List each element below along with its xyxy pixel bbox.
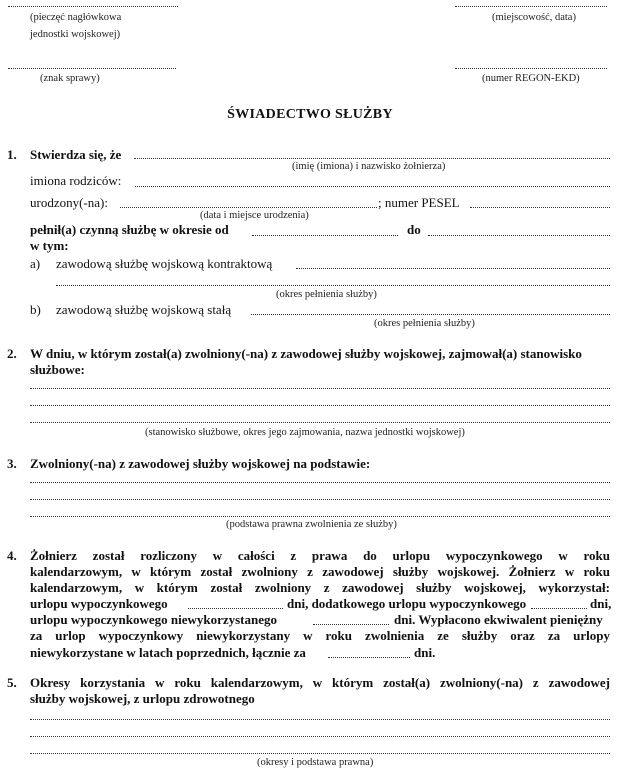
regon-caption: (numer REGON-EKD) bbox=[482, 73, 580, 84]
health-leave-field-1[interactable] bbox=[30, 719, 610, 720]
section4-line6: za urlop wypoczynkowy niewykorzystany w roku zwolnienia ze służby oraz za urlopy bbox=[30, 628, 610, 643]
birth-field[interactable] bbox=[120, 207, 377, 208]
including-label: w tym: bbox=[30, 238, 69, 253]
item-b-caption: (okres pełnienia służby) bbox=[374, 318, 475, 329]
item-a-label: zawodową służbę wojskową kontraktową bbox=[56, 256, 273, 271]
legal-basis-caption: (podstawa prawna zwolnienia ze służby) bbox=[226, 519, 397, 530]
legal-basis-field-2[interactable] bbox=[30, 499, 610, 500]
parents-field[interactable] bbox=[135, 186, 610, 187]
soldier-name-field[interactable] bbox=[134, 158, 610, 159]
equivalent-days-field[interactable] bbox=[328, 657, 410, 658]
stamp-caption-line2: jednostki wojskowej) bbox=[30, 29, 121, 40]
regon-field[interactable] bbox=[455, 68, 607, 69]
case-sign-field[interactable] bbox=[8, 68, 176, 69]
section2-text-line2: służbowe: bbox=[30, 362, 85, 377]
legal-basis-field-1[interactable] bbox=[30, 482, 610, 483]
health-leave-caption: (okresy i podstawa prawna) bbox=[257, 757, 374, 768]
pesel-field[interactable] bbox=[470, 207, 610, 208]
born-label: urodzony(-na): bbox=[30, 195, 108, 210]
item-a-caption: (okres pełnienia służby) bbox=[276, 289, 377, 300]
health-leave-field-2[interactable] bbox=[30, 736, 610, 737]
item-a-field-1[interactable] bbox=[296, 268, 610, 269]
section4-line2: kalendarzowym, w którym został zwolniony z zawodowej służby wojskowej. Żołnierz w roku bbox=[30, 564, 610, 579]
pesel-label: ; numer PESEL bbox=[378, 195, 460, 210]
position-field-1[interactable] bbox=[30, 388, 610, 389]
section4-line7b: dni. bbox=[414, 645, 436, 660]
section3-number: 3. bbox=[7, 456, 17, 471]
legal-basis-field-3[interactable] bbox=[30, 516, 610, 517]
birth-caption: (data i miejsce urodzenia) bbox=[200, 210, 309, 221]
section4-line5a: urlopu wypoczynkowego niewykorzystanego bbox=[30, 612, 278, 627]
section3-text: Zwolniony(-na) z zawodowej służby wojskowej na podstawie: bbox=[30, 456, 371, 471]
section4-line3: kalendarzowym, w którym został zwolniony z zawodowej służby wojskowej, wykorzystał: bbox=[30, 580, 610, 595]
position-caption: (stanowisko służbowe, okres jego zajmowania, nazwa jednostki wojskowej) bbox=[145, 427, 465, 438]
section5-text-line2: służby wojskowej, z urlopu zdrowotnego bbox=[30, 691, 255, 706]
section4-number: 4. bbox=[7, 548, 17, 563]
item-a-marker: a) bbox=[30, 256, 41, 271]
unused-vacation-days-field[interactable] bbox=[313, 624, 389, 625]
additional-vacation-days-field[interactable] bbox=[531, 608, 587, 609]
item-a-field-2[interactable] bbox=[56, 285, 610, 286]
section1-certifies-label: Stwierdza się, że bbox=[30, 147, 122, 162]
item-b-marker: b) bbox=[30, 302, 41, 317]
parents-label: imiona rodziców: bbox=[30, 173, 122, 188]
position-field-3[interactable] bbox=[30, 422, 610, 423]
section4-line4c: dni, bbox=[590, 596, 612, 611]
health-leave-field-3[interactable] bbox=[30, 753, 610, 754]
section1-number: 1. bbox=[7, 147, 17, 162]
section5-number: 5. bbox=[7, 675, 17, 690]
position-field-2[interactable] bbox=[30, 405, 610, 406]
section5-text-line1: Okresy korzystania w roku kalendarzowym, w którym został(a) zwolniony(-na) z zawodowej bbox=[30, 675, 610, 690]
vacation-days-field[interactable] bbox=[188, 608, 283, 609]
stamp-field[interactable] bbox=[8, 6, 178, 7]
place-date-caption: (miejscowość, data) bbox=[492, 12, 576, 23]
document-title: ŚWIADECTWO SŁUŻBY bbox=[227, 107, 393, 122]
item-b-field[interactable] bbox=[251, 314, 610, 315]
section2-text-line1: W dniu, w którym został(a) zwolniony(-na) z zawodowej służby wojskowej, zajmował(a) stanowisko bbox=[30, 346, 582, 361]
stamp-caption-line1: (pieczęć nagłówkowa bbox=[30, 12, 122, 23]
service-to-field[interactable] bbox=[428, 235, 610, 236]
to-label: do bbox=[407, 222, 421, 237]
item-b-label: zawodową służbę wojskową stałą bbox=[56, 302, 232, 317]
section4-line4b: dni, dodatkowego urlopu wypoczynkowego bbox=[287, 596, 527, 611]
section2-number: 2. bbox=[7, 346, 17, 361]
case-sign-caption: (znak sprawy) bbox=[40, 73, 100, 84]
place-date-field[interactable] bbox=[455, 6, 607, 7]
service-from-field[interactable] bbox=[252, 235, 398, 236]
section4-line1: Żołnierz został rozliczony w całości z prawa do urlopu wypoczynkowego w roku bbox=[30, 548, 610, 563]
section4-line4a: urlopu wypoczynkowego bbox=[30, 596, 168, 611]
soldier-name-caption: (imię (imiona) i nazwisko żołnierza) bbox=[292, 161, 446, 172]
section4-line5b: dni. Wypłacono ekwiwalent pieniężny bbox=[394, 612, 603, 627]
section4-line7a: niewykorzystane w latach poprzednich, łącznie za bbox=[30, 645, 306, 660]
served-label: pełnił(a) czynną służbę w okresie od bbox=[30, 222, 229, 237]
